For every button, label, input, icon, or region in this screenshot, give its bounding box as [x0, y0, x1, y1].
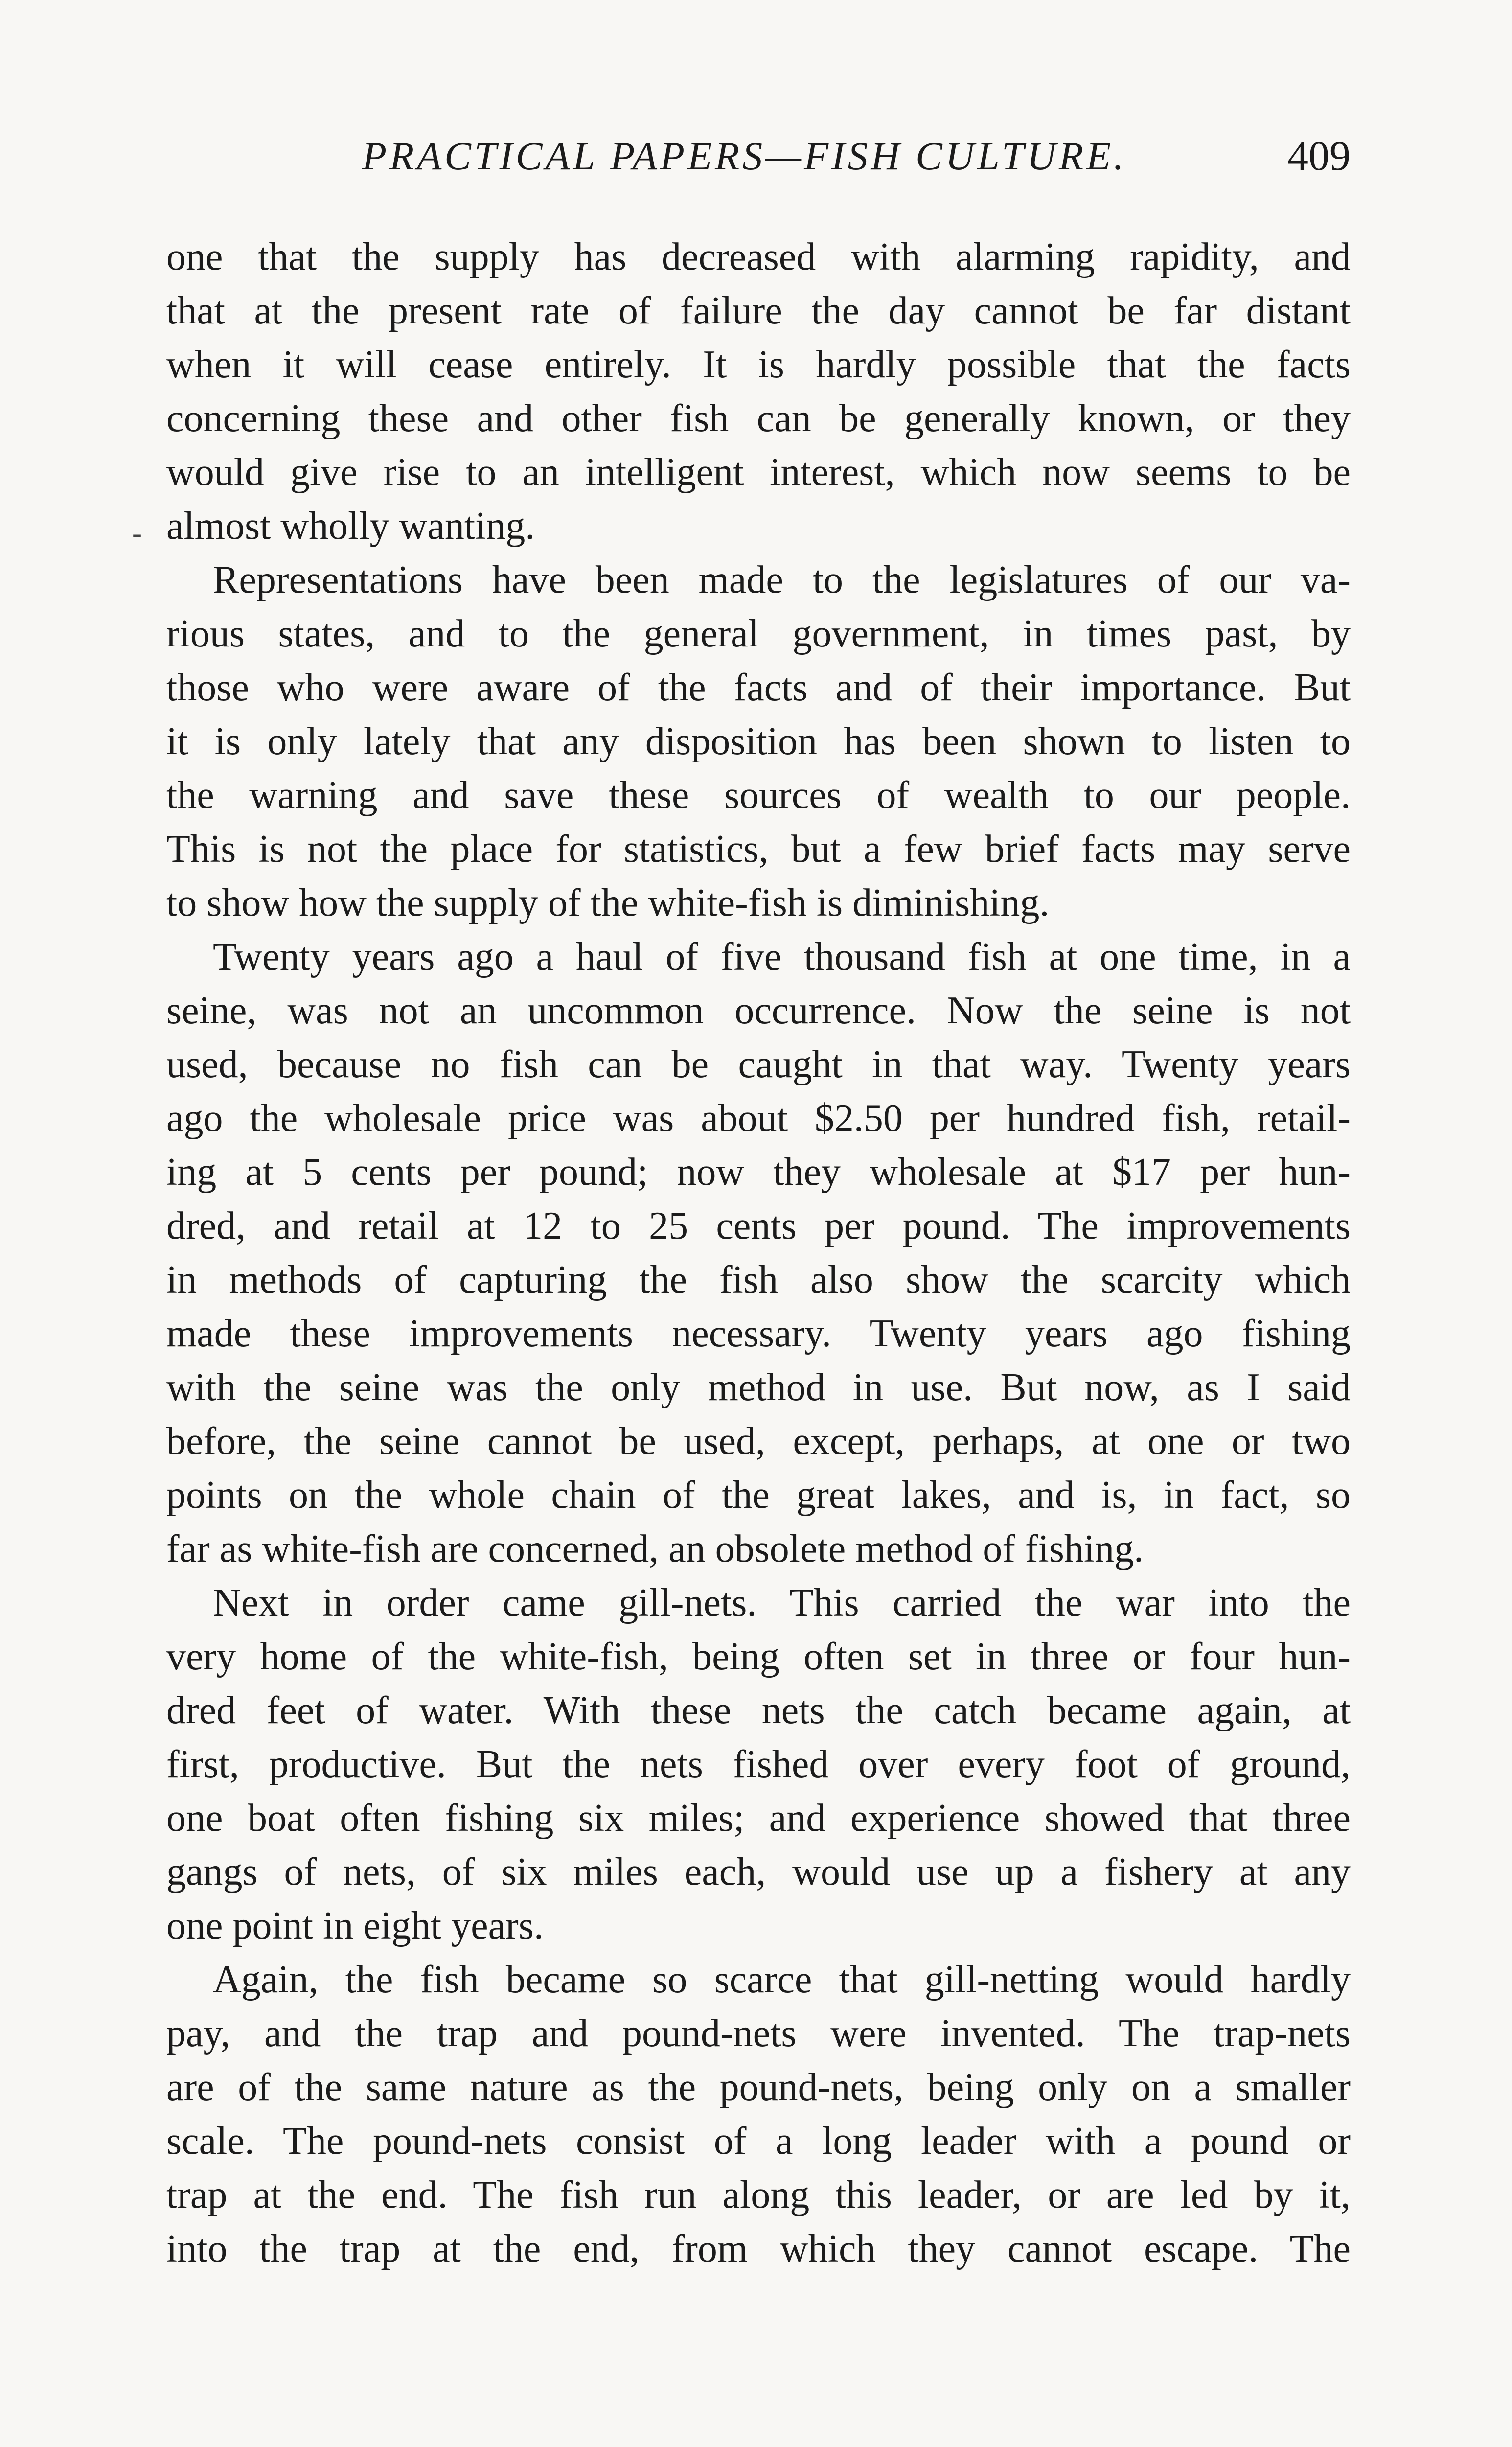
text-line: made these improvements necessary. Twenty years ago fishing	[166, 1312, 1351, 1355]
text-line: Twenty years ago a haul of five thousand fish at one time, in a	[213, 935, 1351, 978]
text-line: dred feet of water. With these nets the catch became again, at	[166, 1689, 1351, 1732]
margin-mark: -	[132, 517, 142, 549]
text-line: one point in eight years.	[166, 1904, 544, 1947]
text-line: when it will cease entirely. It is hardly possible that the facts	[166, 343, 1351, 386]
text-line: one boat often fishing six miles; and experience showed that three	[166, 1797, 1351, 1840]
text-line: seine, was not an uncommon occurrence. Now the seine is not	[166, 989, 1351, 1032]
text-line: far as white-fish are concerned, an obsolete method of fishing.	[166, 1527, 1144, 1570]
body-text	[166, 230, 1351, 2276]
text-line: would give rise to an intelligent interest, which now seems to be	[166, 451, 1351, 494]
text-line: rious states, and to the general government, in times past, by	[166, 612, 1351, 655]
text-line: into the trap at the end, from which they cannot escape. The	[166, 2227, 1351, 2270]
text-line: gangs of nets, of six miles each, would use up a fishery at any	[166, 1850, 1351, 1893]
text-line: to show how the supply of the white-fish is diminishing.	[166, 881, 1050, 924]
text-line: concerning these and other fish can be generally known, or they	[166, 397, 1351, 440]
text-line: scale. The pound-nets consist of a long leader with a pound or	[166, 2120, 1351, 2163]
text-line: Again, the fish became so scarce that gill-netting would hardly	[213, 1958, 1351, 2001]
text-line: almost wholly wanting.	[166, 505, 535, 548]
text-line: very home of the white-fish, being often set in three or four hun-	[166, 1635, 1351, 1678]
text-line: with the seine was the only method in use. But now, as I said	[166, 1366, 1351, 1409]
text-line: that at the present rate of failure the day cannot be far distant	[166, 289, 1351, 332]
text-line: ago the wholesale price was about $2.50 per hundred fish, retail-	[166, 1097, 1351, 1140]
text-line: it is only lately that any disposition has been shown to listen to	[166, 720, 1351, 763]
text-line: are of the same nature as the pound-nets, being only on a smaller	[166, 2066, 1351, 2109]
text-line: the warning and save these sources of wealth to our people.	[166, 774, 1351, 817]
text-line: one that the supply has decreased with alarming rapidity, and	[166, 235, 1351, 278]
text-line: Next in order came gill-nets. This carried the war into the	[213, 1581, 1351, 1624]
page-number: 409	[1287, 132, 1351, 179]
text-line: ing at 5 cents per pound; now they wholesale at $17 per hun-	[166, 1151, 1351, 1194]
running-title: PRACTICAL PAPERS—FISH CULTURE.	[362, 134, 1127, 178]
text-line: first, productive. But the nets fished over every foot of ground,	[166, 1743, 1351, 1786]
text-line: those who were aware of the facts and of their importance. But	[166, 666, 1351, 709]
text-line: points on the whole chain of the great lakes, and is, in fact, so	[166, 1474, 1351, 1517]
text-line: Representations have been made to the legislatures of our va-	[213, 558, 1351, 601]
text-line: before, the seine cannot be used, except, perhaps, at one or two	[166, 1420, 1351, 1463]
text-line: used, because no fish can be caught in that way. Twenty years	[166, 1043, 1351, 1086]
text-line: pay, and the trap and pound-nets were invented. The trap-nets	[166, 2012, 1351, 2055]
text-line: trap at the end. The fish run along this leader, or are led by it,	[166, 2173, 1351, 2216]
text-line: dred, and retail at 12 to 25 cents per pound. The improvements	[166, 1204, 1351, 1247]
text-line: in methods of capturing the fish also show the scarcity which	[166, 1258, 1351, 1301]
running-head	[166, 133, 1351, 192]
text-line: This is not the place for statistics, but a few brief facts may serve	[166, 828, 1351, 871]
